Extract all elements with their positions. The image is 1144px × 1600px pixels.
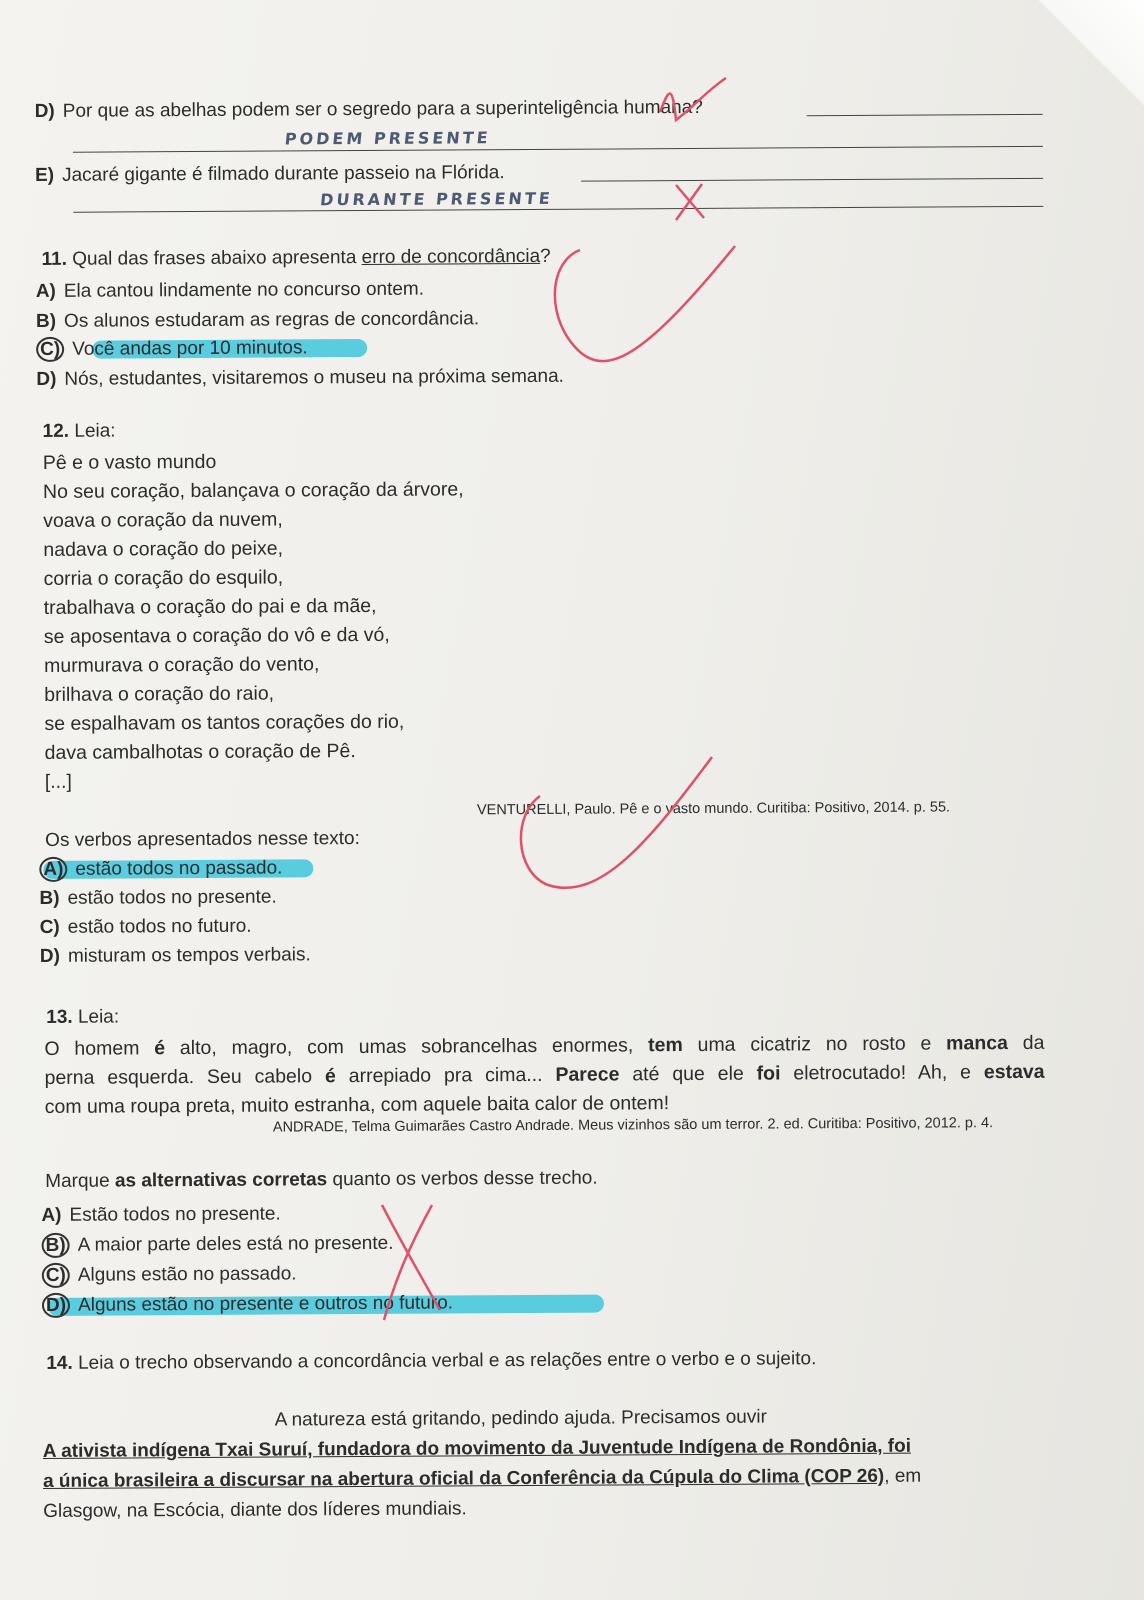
poem-line: se aposentava o coração do vô e da vó, — [43, 623, 390, 648]
q12-source-citation: VENTURELLI, Paulo. Pê e o vasto mundo. Curitiba: Positivo, 2014. p. 55. — [476, 799, 951, 819]
option-text: Alguns estão no presente e outros no futuro. — [77, 1292, 454, 1316]
option-letter-circled: A) — [39, 857, 67, 882]
q14-article-text: , em — [884, 1465, 922, 1487]
q13-verb-bold: foi — [756, 1062, 781, 1085]
option-letter: B) — [39, 887, 60, 909]
option-letter-circled: D) — [42, 1293, 70, 1318]
q13-verb-bold: Parece — [555, 1063, 620, 1086]
checkmark-icon — [521, 757, 712, 888]
option-text: Nós, estudantes, visitaremos o museu na próxima semana. — [64, 365, 564, 390]
option-text: misturam os tempos verbais. — [67, 944, 311, 967]
q13-source-citation: ANDRADE, Telma Guimarães Castro Andrade. Meus vizinhos são um terror. 2. ed. Curitiba: Positivo, 2012. p. 4. — [272, 1115, 994, 1136]
poem-line: trabalhava o coração do pai e da mãe, — [43, 594, 377, 619]
q14-number: 14. — [46, 1352, 73, 1374]
poem-line: [...] — [44, 770, 72, 793]
q13-text-segment: O homem — [44, 1037, 155, 1060]
q11-number: 11. — [41, 248, 68, 270]
q13-text-segment: da — [1007, 1031, 1045, 1055]
q11-prompt-text: Qual das frases abaixo apresenta — [72, 247, 362, 270]
q12-lead: Leia: — [74, 420, 116, 442]
poem-line: voava o coração da nuvem, — [43, 508, 283, 532]
option-letter: C) — [39, 916, 60, 938]
q10-d-text: Por que as abelhas podem ser o segredo para a superinteligência humana? — [62, 96, 703, 122]
poem-line: No seu coração, balançava o coração da árvore, — [42, 478, 464, 503]
poem-line: nadava o coração do peixe, — [43, 537, 284, 561]
q13-text-segment: arrepiado pra cima... — [335, 1063, 556, 1088]
q12-question: Os verbos apresentados nesse texto: — [45, 828, 360, 851]
option-text: Ela cantou lindamente no concurso ontem. — [63, 278, 425, 302]
option-letter: D) — [39, 945, 60, 967]
option-text: estão todos no passado. — [75, 857, 283, 880]
poem-line: Pê e o vasto mundo — [42, 450, 217, 474]
checkmark-icon — [555, 246, 735, 361]
q13-text-segment: com uma roupa preta, muito estranha, com aquele baita calor de ontem! — [44, 1092, 670, 1118]
q13-question-bold: as alternativas corretas — [114, 1169, 328, 1192]
checkmark-icon — [660, 78, 726, 120]
q10-d-handwritten-answer: PODEM PRESENTE — [283, 128, 492, 149]
q13-text-segment: perna esquerda. Seu cabelo — [44, 1065, 326, 1089]
cross-mark-icon — [382, 1205, 440, 1320]
q13-verb-bold: tem — [648, 1034, 683, 1057]
q10-e-letter: E) — [35, 164, 55, 186]
option-letter: A) — [41, 1204, 62, 1226]
q11-prompt-underlined: erro de concordância — [361, 245, 541, 269]
q14-article-headline: A natureza está gritando, pedindo ajuda. Precisamos ouvir — [274, 1406, 767, 1431]
q13-question-end: quanto os verbos desse trecho. — [327, 1167, 598, 1191]
q14-article-line-underlined: A ativista indígena Txai Suruí, fundadora do movimento da Juventude Indígena de Rondônia, foi — [42, 1435, 912, 1462]
q13-number: 13. — [46, 1006, 73, 1028]
q11-prompt-end: ? — [540, 245, 551, 267]
cross-mark-icon — [676, 184, 704, 220]
poem-line: dava cambalhotas o coração de Pê. — [44, 740, 356, 764]
q13-text-segment: até que ele — [619, 1062, 757, 1086]
poem-line: murmurava o coração do vento, — [44, 653, 320, 677]
q13-verb-bold: é — [324, 1065, 336, 1088]
option-text: A maior parte deles está no presente. — [77, 1232, 394, 1256]
poem-line: brilhava o coração do raio, — [44, 682, 275, 706]
q13-question-text: Marque — [45, 1170, 115, 1192]
option-letter-circled: B) — [42, 1233, 70, 1258]
q12-number: 12. — [42, 420, 70, 442]
q13-text-segment: eletrocutado! Ah, e — [780, 1061, 984, 1085]
q13-lead: Leia: — [77, 1006, 120, 1028]
option-text: Os alunos estudaram as regras de concordância. — [63, 308, 480, 332]
option-letter-circled: C) — [42, 1263, 70, 1288]
option-text: Estão todos no presente. — [69, 1203, 281, 1226]
q10-e-handwritten-answer: DURANTE PRESENTE — [319, 188, 554, 210]
q10-e-text: Jacaré gigante é filmado durante passeio na Flórida. — [62, 162, 505, 186]
option-letter: B) — [35, 310, 57, 332]
q13-text-segment: alto, magro, com umas sobrancelhas enormes, — [165, 1034, 649, 1060]
q13-verb-bold: manca — [946, 1032, 1008, 1055]
poem-line: se espalhavam os tantos corações do rio, — [44, 710, 405, 735]
q14-article-line: Glasgow, na Escócia, diante dos líderes mundiais. — [43, 1498, 467, 1522]
option-text: Você andas por 10 minutos. — [72, 337, 308, 360]
q13-verb-bold: é — [154, 1037, 166, 1060]
q13-verb-bold: estava — [983, 1060, 1045, 1084]
q10-d-letter: D) — [34, 100, 55, 122]
poem-line: corria o coração do esquilo, — [43, 566, 284, 590]
option-letter-circled: C) — [36, 337, 64, 362]
option-text: estão todos no futuro. — [67, 915, 252, 938]
option-letter: D) — [36, 368, 57, 390]
q14-article-underlined: a única brasileira a discursar na abertura oficial da Conferência da Cúpula do Clima (COP 26) — [42, 1465, 885, 1492]
q14-prompt-text: Leia o trecho observando a concordância verbal e as relações entre o verbo e o sujeito. — [77, 1348, 817, 1374]
option-text: estão todos no presente. — [67, 886, 277, 909]
q13-text-segment: uma cicatriz no rosto e — [682, 1032, 947, 1057]
option-text: Alguns estão no passado. — [77, 1263, 297, 1286]
option-letter: A) — [35, 280, 56, 302]
